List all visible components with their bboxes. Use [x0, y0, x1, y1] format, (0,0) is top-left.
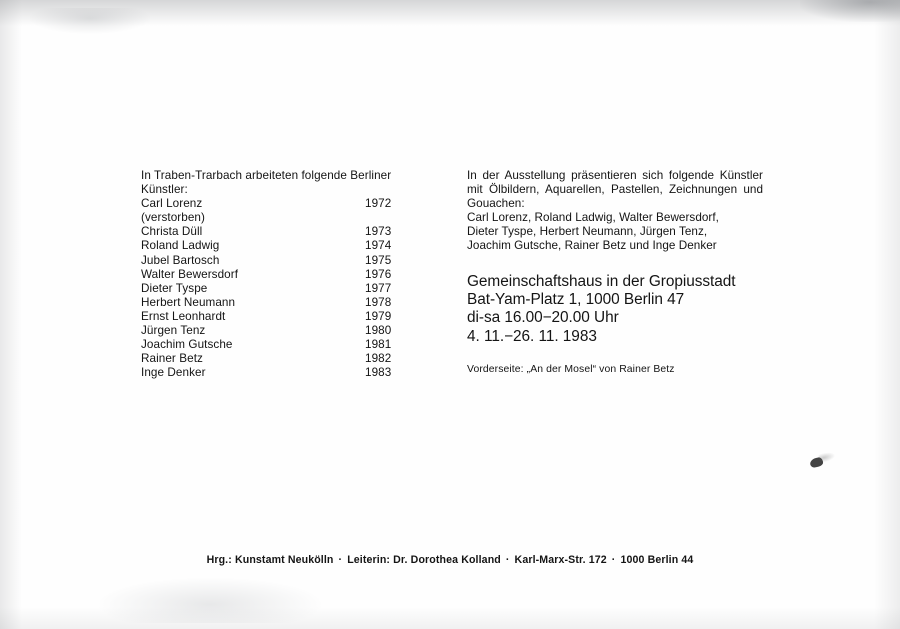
roster-artist-name: Inge Denker: [141, 366, 206, 380]
venue-and-schedule-block: [467, 273, 763, 347]
roster-year: 1973: [365, 225, 392, 239]
exhibitor-line: Joachim Gutsche, Rainer Betz und Inge Denker: [467, 239, 717, 253]
footer-director: Leiterin: Dr. Dorothea Kolland: [347, 554, 501, 566]
footer-publisher: Hrg.: Kunstamt Neukölln: [206, 554, 334, 566]
roster-artist-name: Walter Bewersdorf: [141, 267, 239, 281]
roster-year: 1972: [365, 197, 392, 211]
roster-row: [141, 211, 441, 225]
roster-artist-name: Joachim Gutsche: [141, 338, 233, 352]
cover-artwork-credit: Vorderseite: „An der Mosel“ von Rainer Betz: [467, 364, 675, 376]
residency-roster-list: [141, 197, 441, 380]
exhibitor-name-list: [467, 211, 763, 253]
roster-row: [141, 268, 441, 282]
footer-street: Karl-Marx-Str. 172: [514, 554, 607, 566]
exhibition-details-column: [467, 169, 763, 376]
footer-separator-dot: ·: [505, 554, 510, 566]
scan-edge-shadow-top: [0, 0, 900, 26]
ink-smudge-artifact: [809, 457, 824, 469]
roster-row: [141, 338, 441, 352]
residency-intro-line-2: Künstler:: [141, 183, 188, 197]
roster-row: [141, 197, 441, 211]
scan-edge-shadow-bottom: [0, 607, 900, 629]
roster-artist-name: Rainer Betz: [141, 352, 203, 366]
roster-artist-name: Jürgen Tenz: [141, 324, 206, 338]
roster-artist-name: Ernst Leonhardt: [141, 309, 226, 323]
roster-year: 1975: [365, 253, 392, 267]
exhibitor-line: Carl Lorenz, Roland Ladwig, Walter Bewersdorf,: [467, 211, 719, 225]
roster-artist-name: Herbert Neumann: [141, 295, 236, 309]
exhibition-dates: 4. 11.−26. 11. 1983: [467, 327, 597, 345]
footer-separator-dot: ·: [338, 554, 343, 566]
roster-artist-name: Christa Düll: [141, 225, 203, 239]
exhibition-intro-paragraph: In der Ausstellung präsentieren sich folgende Künstler mit Ölbildern, Aquarellen, Pastellen, Zeichnungen und Gouachen:: [467, 169, 763, 211]
roster-row: [141, 225, 441, 239]
roster-year: 1982: [365, 352, 392, 366]
roster-row: [141, 239, 441, 253]
roster-year: 1983: [365, 366, 392, 380]
roster-row: [141, 352, 441, 366]
scan-edge-shadow-left: [0, 0, 22, 629]
roster-artist-name: Jubel Bartosch: [141, 253, 220, 267]
roster-year: 1981: [365, 338, 392, 352]
roster-row: [141, 296, 441, 310]
venue-address: Bat-Yam-Platz 1, 1000 Berlin 47: [467, 290, 685, 308]
roster-row: [141, 366, 441, 380]
roster-year: 1980: [365, 324, 392, 338]
roster-year: 1978: [365, 295, 392, 309]
residency-intro-line-1: In Traben-Trarbach arbeiteten folgende Berliner: [141, 169, 392, 182]
footer-city: 1000 Berlin 44: [620, 554, 694, 566]
roster-row: [141, 310, 441, 324]
roster-artist-name: Dieter Tyspe: [141, 281, 208, 295]
roster-row: [141, 324, 441, 338]
footer-imprint: [0, 554, 900, 566]
roster-year: 1974: [365, 239, 392, 253]
roster-year: 1979: [365, 309, 392, 323]
roster-row: [141, 282, 441, 296]
scan-edge-shadow-right: [874, 0, 900, 629]
roster-year: 1977: [365, 281, 392, 295]
roster-artist-name: (verstorben): [141, 211, 205, 225]
roster-year: 1976: [365, 267, 392, 281]
venue-name: Gemeinschaftshaus in der Gropiusstadt: [467, 272, 736, 290]
paper-grain-blot: [30, 8, 150, 34]
opening-hours: di-sa 16.00−20.00 Uhr: [467, 309, 619, 327]
footer-separator-dot: ·: [611, 554, 616, 566]
roster-artist-name: Carl Lorenz: [141, 197, 203, 211]
exhibitor-line: Dieter Tyspe, Herbert Neumann, Jürgen Tenz,: [467, 225, 708, 239]
paper-grain-blot: [800, 0, 900, 22]
paper-grain-blot: [95, 577, 325, 623]
residency-roster-column: [141, 169, 441, 380]
roster-row: [141, 254, 441, 268]
roster-artist-name: Roland Ladwig: [141, 239, 220, 253]
